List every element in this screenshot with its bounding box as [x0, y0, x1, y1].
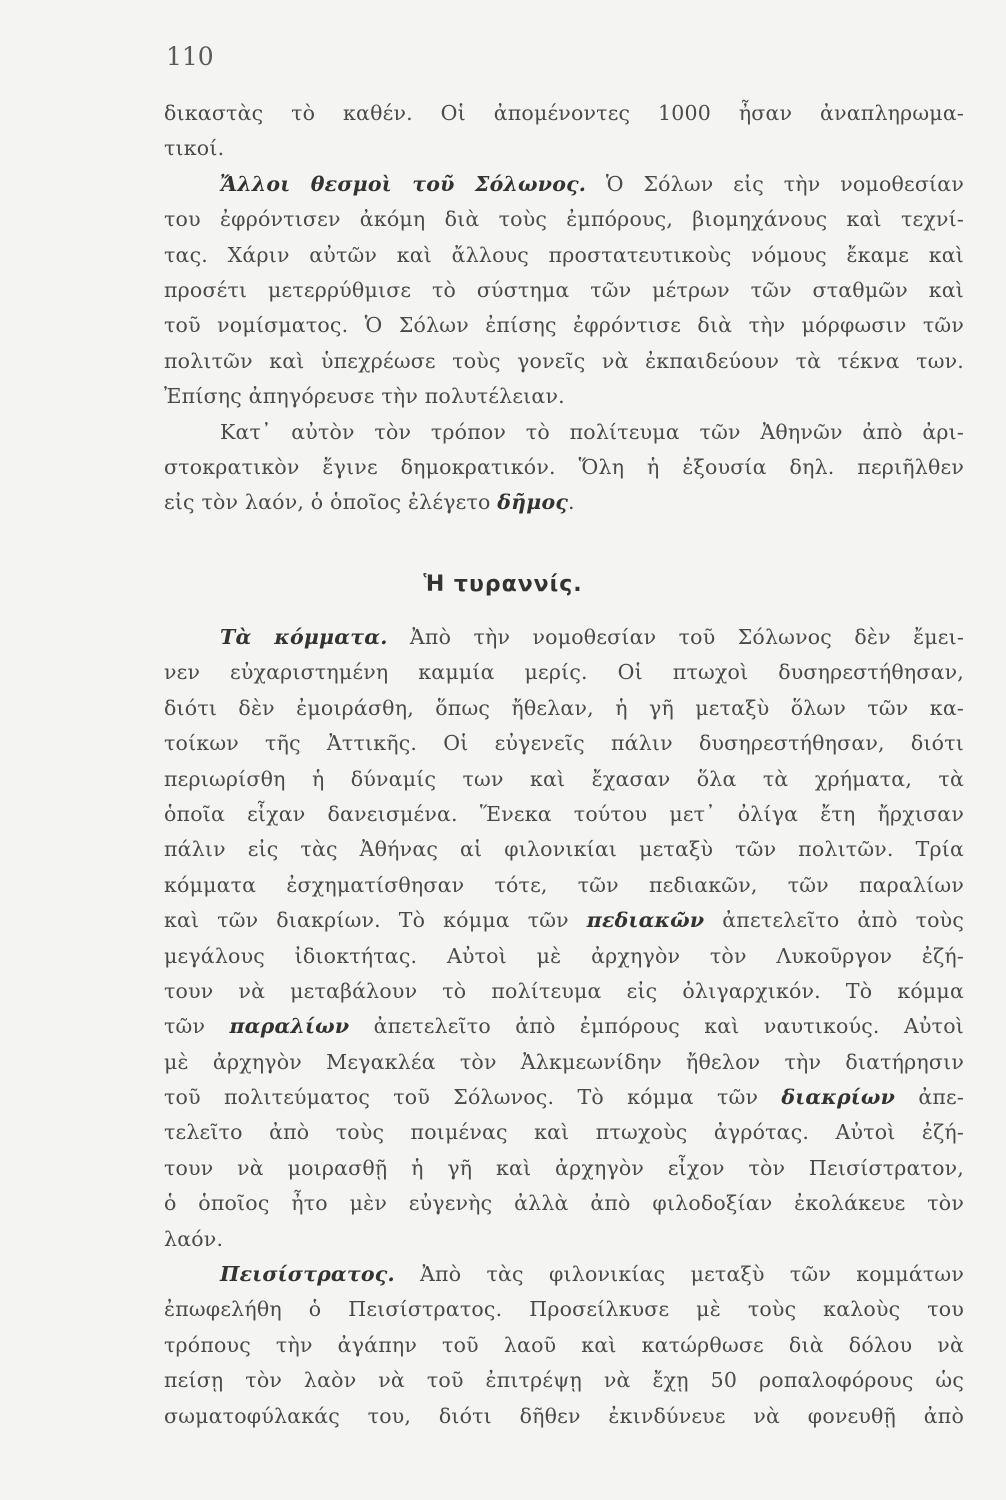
- text-line: [164, 1115, 964, 1150]
- text-run: τας. Χάριν αὐτῶν καὶ ἄλλους προστατευτικοὺς νόμους ἔκαμε καὶ: [164, 242, 964, 267]
- text-line: [164, 344, 964, 379]
- text-run: μεγάλους ἰδιοκτήτας. Αὐτοὶ μὲ ἀρχηγὸν τὸν Λυκοῦργον ἐζή-: [164, 943, 964, 968]
- text-run: ἀπετελεῖτο ἀπὸ ἐμπόρους καὶ ναυτικούς. Αὐτοὶ: [349, 1014, 964, 1039]
- text-run: στοκρατικὸν ἔγινε δημοκρατικόν. Ὅλη ἡ ἐξουσία δηλ. περιῆλθεν: [164, 454, 964, 479]
- text-run: Ἐπίσης ἀπηγόρευσε τὴν πολυτέλειαν.: [164, 384, 565, 409]
- text-run: Ἀπὸ τὴν νομοθεσίαν τοῦ Σόλωνος δὲν ἔμει-: [387, 625, 964, 649]
- text-run: τελεῖτο ἀπὸ τοὺς ποιμένας καὶ πτωχοὺς ἀγρότας. Αὐτοὶ ἐζή-: [164, 1120, 964, 1145]
- text-run: διότι δὲν ἐμοιράσθη, ὅπως ἤθελαν, ἡ γῆ μεταξὺ ὅλων τῶν κα-: [164, 695, 964, 720]
- text-run: τοίκων τῆς Ἀττικῆς. Οἱ εὐγενεῖς πάλιν δυσηρεστήθησαν, διότι: [164, 731, 964, 756]
- text-line: [164, 238, 964, 273]
- text-run: τουν νὰ μεταβάλουν τὸ πολίτευμα εἰς ὀλιγαρχικόν. Τὸ κόμμα: [164, 978, 964, 1003]
- text-line: [164, 832, 964, 867]
- text-run: ἀπετελεῖτο ἀπὸ τοὺς: [704, 908, 964, 933]
- text-line: [164, 620, 964, 655]
- text-line: [164, 691, 964, 726]
- text-line: [164, 1257, 964, 1292]
- text-line: [164, 96, 964, 131]
- text-run: Κατ᾿ αὐτὸν τὸν τρόπον τὸ πολίτευμα τῶν Ἀθηνῶν ἀπὸ ἀρι-: [220, 419, 964, 444]
- text-line: [164, 1328, 964, 1363]
- text-run: Ἀπὸ τὰς φιλονικίας μεταξὺ τῶν κομμάτων: [394, 1262, 964, 1287]
- text-line: [164, 1363, 964, 1398]
- text-run: τῶν: [164, 1014, 230, 1039]
- text-line: [164, 167, 964, 202]
- paragraph-heading: Πεισίστρατος.: [220, 1262, 395, 1287]
- text-block-bottom: [164, 620, 964, 1434]
- text-line: [164, 1080, 964, 1115]
- text-line: [164, 1009, 964, 1044]
- text-run: μὲ ἀρχηγὸν Μεγακλέα τὸν Ἀλκμεωνίδην ἤθελον τὴν διατήρησιν: [164, 1049, 964, 1074]
- text-run: πολιτῶν καὶ ὑπεχρέωσε τοὺς γονεῖς νὰ ἐκπαιδεύουν τὰ τέκνα των.: [164, 348, 964, 373]
- emphasized-term: διακρίων: [781, 1085, 896, 1110]
- text-line: [164, 974, 964, 1009]
- text-run: ὁ ὁποῖος ἦτο μὲν εὐγενὴς ἀλλὰ ἀπὸ φιλοδοξίαν ἐκολάκευε τὸν: [164, 1191, 964, 1216]
- text-line: [164, 1045, 964, 1080]
- text-run: καὶ τῶν διακρίων. Τὸ κόμμα τῶν: [164, 908, 587, 933]
- text-line: [164, 868, 964, 903]
- text-run: τουν νὰ μοιρασθῇ ἡ γῆ καὶ ἀρχηγὸν εἶχον τὸν Πεισίστρατον,: [164, 1155, 964, 1180]
- emphasized-term: δῆμος: [497, 490, 569, 515]
- text-line: [164, 415, 964, 450]
- text-line: [164, 202, 964, 237]
- text-line: [164, 655, 964, 690]
- text-run: Ὁ Σόλων εἰς τὴν νομοθεσίαν: [586, 171, 964, 196]
- text-line: [164, 450, 964, 485]
- text-line: [164, 1186, 964, 1221]
- text-run: κόμματα ἐσχηματίσθησαν τότε, τῶν πεδιακῶν, τῶν παραλίων: [164, 872, 964, 897]
- text-run: προσέτι μετερρύθμισε τὸ σύστημα τῶν μέτρων τῶν σταθμῶν καὶ: [164, 277, 964, 302]
- text-line: [164, 1292, 964, 1327]
- text-line: [164, 273, 964, 308]
- text-run: .: [568, 490, 575, 515]
- text-run: σωματοφύλακάς του, διότι δῆθεν ἐκινδύνευε νὰ φονευθῇ ἀπὸ: [164, 1403, 964, 1428]
- text-line: [164, 726, 964, 761]
- text-run: ὁποῖα εἶχαν δανεισμένα. Ἕνεκα τούτου μετ᾿ ὀλίγα ἔτη ἤρχισαν: [164, 801, 964, 826]
- text-run: τρόπους τὴν ἀγάπην τοῦ λαοῦ καὶ κατώρθωσε διὰ δόλου νὰ: [164, 1332, 964, 1357]
- text-run: πείσῃ τὸν λαὸν νὰ τοῦ ἐπιτρέψῃ νὰ ἔχῃ 50 ροπαλοφόρους ὡς: [164, 1368, 964, 1393]
- text-line: [164, 308, 964, 343]
- emphasized-term: πεδιακῶν: [586, 908, 705, 933]
- paragraph-heading: Ἄλλοι θεσμοὶ τοῦ Σόλωνος.: [220, 171, 587, 196]
- page-number: 110: [166, 42, 214, 71]
- section-heading: Ἡ τυραννίς.: [423, 572, 583, 597]
- text-run: πάλιν εἰς τὰς Ἀθήνας αἱ φιλονικίαι μεταξὺ τῶν πολιτῶν. Τρία: [164, 837, 964, 862]
- text-run: λαόν.: [164, 1226, 224, 1251]
- text-line: [164, 1151, 964, 1186]
- text-run: του ἐφρόντισεν ἀκόμη διὰ τοὺς ἐμπόρους, βιομηχάνους καὶ τεχνί-: [164, 207, 964, 232]
- text-run: περιωρίσθη ἡ δύναμίς των καὶ ἔχασαν ὅλα τὰ χρήματα, τὰ: [164, 766, 964, 791]
- text-run: ἐπωφελήθη ὁ Πεισίστρατος. Προσείλκυσε μὲ τοὺς καλοὺς του: [164, 1297, 964, 1322]
- text-run: ἀπε-: [895, 1085, 964, 1110]
- text-run: τικοί.: [164, 136, 225, 161]
- text-run: τοῦ πολιτεύματος τοῦ Σόλωνος. Τὸ κόμμα τῶν: [164, 1085, 782, 1110]
- emphasized-term: παραλίων: [229, 1014, 350, 1039]
- text-run: τοῦ νομίσματος. Ὁ Σόλων ἐπίσης ἐφρόντισε διὰ τὴν μόρφωσιν τῶν: [164, 313, 964, 338]
- text-run: εἰς τὸν λαόν, ὁ ὁποῖος ἐλέγετο: [164, 490, 498, 515]
- text-line: [164, 903, 964, 938]
- text-block-top: [164, 96, 964, 521]
- text-line: [164, 797, 964, 832]
- text-line: [164, 1222, 964, 1257]
- text-line: [164, 131, 964, 166]
- text-line: [164, 1399, 964, 1434]
- text-run: δικαστὰς τὸ καθέν. Οἱ ἀπομένοντες 1000 ἦσαν ἀναπληρωμα-: [164, 101, 964, 125]
- text-line: [164, 485, 964, 520]
- text-line: [164, 379, 964, 414]
- paragraph-heading: Τὰ κόμματα.: [220, 625, 388, 649]
- text-line: [164, 939, 964, 974]
- text-run: νεν εὐχαριστημένη καμμία μερίς. Οἱ πτωχοὶ δυσηρεστήθησαν,: [164, 660, 964, 685]
- text-line: [164, 762, 964, 797]
